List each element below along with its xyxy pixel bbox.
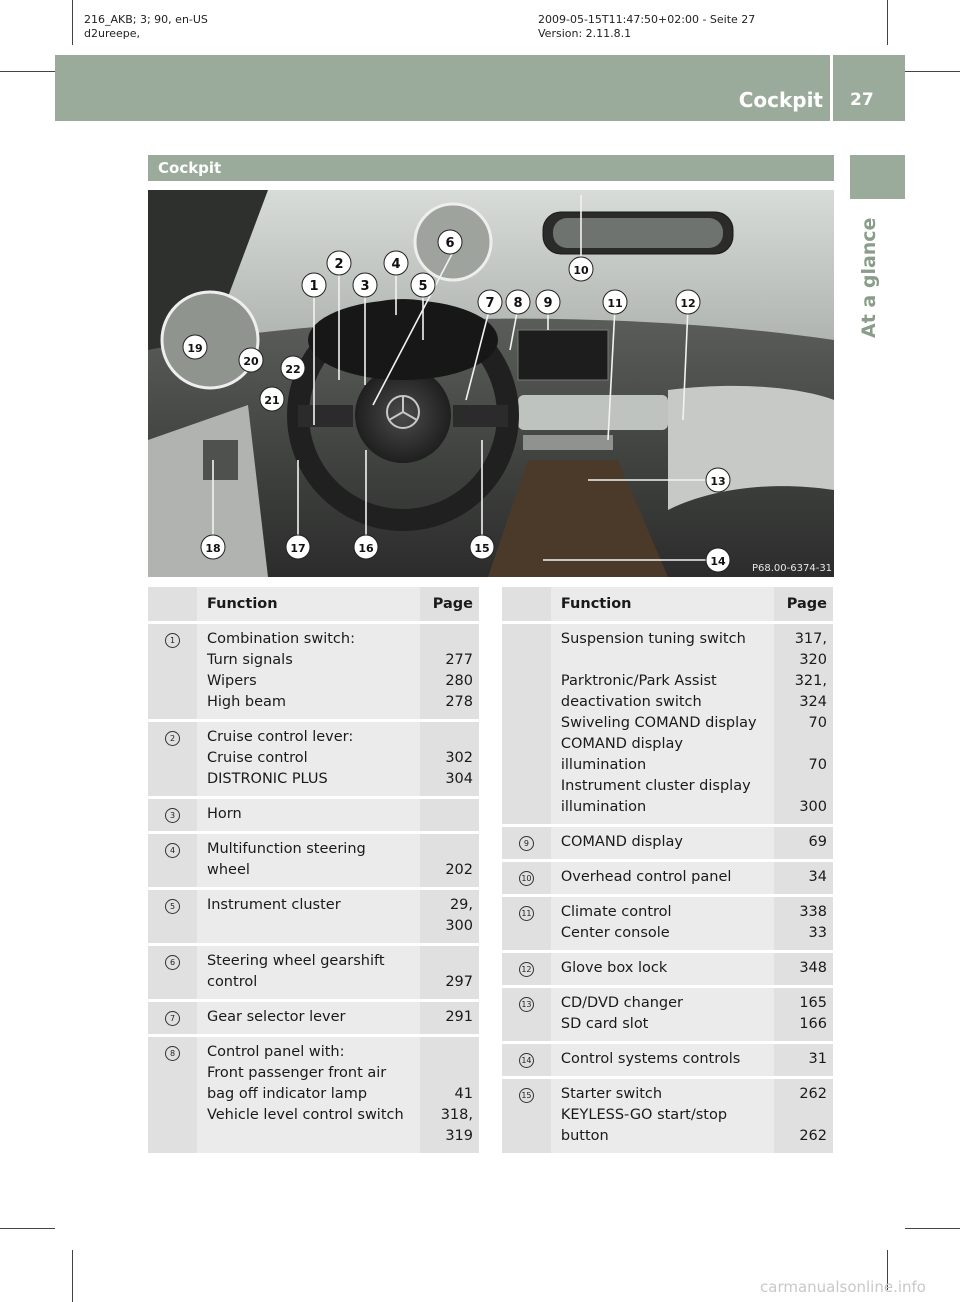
header-num-cell	[502, 587, 551, 621]
page-cell	[420, 1002, 479, 1034]
function-cell	[551, 897, 775, 950]
function-text: Starter switch	[560, 1086, 663, 1102]
page-ref	[420, 1063, 473, 1084]
page-number: 27	[850, 90, 874, 110]
svg-text:22: 22	[285, 363, 301, 376]
function-text: Climate control	[560, 904, 672, 920]
page-cell	[774, 988, 833, 1041]
svg-text:10: 10	[573, 264, 589, 277]
item-number-cell	[502, 624, 551, 824]
crop-mark	[887, 0, 888, 45]
svg-text:9: 9	[543, 296, 553, 311]
page-cell	[420, 624, 479, 719]
item-number-cell	[502, 862, 551, 894]
svg-text:13: 13	[710, 475, 726, 488]
svg-text:15: 15	[474, 542, 490, 555]
print-meta-left-1: 216_AKB; 3; 90, en-US	[84, 13, 208, 26]
wheel-spoke-right	[453, 405, 508, 427]
callout-6	[438, 230, 462, 254]
page-ref: 300	[799, 799, 827, 815]
svg-text:21: 21	[264, 394, 280, 407]
item-number-badge: 8	[165, 1046, 180, 1061]
function-text	[207, 1126, 420, 1147]
function-text: Swiveling COMAND display	[560, 715, 757, 731]
page-header	[55, 55, 905, 121]
svg-text:18: 18	[205, 542, 221, 555]
crop-mark	[72, 0, 73, 45]
page-ref: 321,	[794, 673, 827, 689]
page-ref: 280	[445, 673, 473, 689]
function-text: Suspension tuning switch	[560, 631, 746, 647]
crop-mark	[0, 1228, 55, 1229]
table-body-left	[148, 621, 479, 1153]
function-text: illumination	[560, 757, 647, 773]
function-cell	[197, 946, 420, 999]
callout-16	[354, 535, 378, 559]
item-number-badge: 3	[165, 808, 180, 823]
page-cell	[420, 1037, 479, 1153]
function-text: Vehicle level control switch	[206, 1107, 404, 1123]
header-title: Cockpit	[738, 88, 823, 112]
page-ref: 34	[808, 869, 827, 885]
crop-mark	[72, 1250, 73, 1302]
item-number-cell	[502, 988, 551, 1041]
callout-2	[327, 251, 351, 275]
function-text: Turn signals	[206, 652, 293, 668]
item-number-cell	[148, 799, 197, 831]
climate-control	[523, 435, 613, 450]
page-ref	[774, 776, 827, 797]
detail-circle-light-switch	[162, 292, 258, 388]
cockpit-photo	[148, 190, 834, 577]
page-ref: 277	[445, 652, 473, 668]
function-text: Steering wheel gearshift	[206, 953, 385, 969]
function-text: Wipers	[206, 673, 257, 689]
function-cell	[197, 624, 420, 719]
item-number-cell	[148, 624, 197, 719]
function-cell	[551, 1079, 775, 1153]
table-row	[502, 624, 833, 824]
item-number-cell	[148, 946, 197, 999]
page-cell	[774, 827, 833, 859]
function-cell	[197, 722, 420, 796]
callout-1	[302, 273, 326, 297]
page-ref: 262	[799, 1128, 827, 1144]
svg-text:7: 7	[485, 296, 495, 311]
svg-text:20: 20	[243, 355, 259, 368]
callout-14	[706, 548, 730, 572]
item-number-badge: 6	[165, 955, 180, 970]
page-ref: 166	[799, 1016, 827, 1032]
center-vents	[518, 395, 668, 430]
print-meta-right	[538, 13, 755, 41]
page-ref: 318,	[440, 1107, 473, 1123]
item-number-badge: 12	[519, 962, 534, 977]
item-number-cell	[148, 834, 197, 887]
function-text: Parktronic/Park Assist	[560, 673, 717, 689]
table-row	[148, 624, 479, 719]
svg-text:17: 17	[290, 542, 306, 555]
function-cell	[551, 862, 775, 894]
page-cell	[774, 1079, 833, 1153]
function-text: High beam	[206, 694, 287, 710]
svg-text:4: 4	[391, 257, 401, 272]
table-row	[502, 827, 833, 859]
item-number-cell	[148, 890, 197, 943]
page-ref: 165	[799, 995, 827, 1011]
page-ref: 70	[808, 757, 827, 773]
function-text: Horn	[206, 806, 242, 822]
function-text: Control systems controls	[560, 1051, 741, 1067]
page-ref: 319	[445, 1128, 473, 1144]
page-cell	[420, 722, 479, 796]
function-text: COMAND display	[560, 736, 683, 752]
svg-text:6: 6	[445, 236, 455, 251]
svg-text:1: 1	[309, 279, 319, 294]
callout-9	[536, 290, 560, 314]
page-ref	[420, 727, 473, 748]
function-text: Glove box lock	[560, 960, 668, 976]
page-ref: 302	[445, 750, 473, 766]
table-row	[502, 1044, 833, 1076]
page-ref: 320	[799, 652, 827, 668]
function-text: Front passenger front air	[206, 1065, 387, 1081]
page-ref: 202	[445, 862, 473, 878]
callout-10	[569, 257, 593, 281]
cockpit-illustration	[148, 190, 834, 577]
callout-12	[676, 290, 700, 314]
table-body-right	[502, 621, 833, 1153]
watermark: carmanualsonline.info	[760, 1278, 926, 1296]
page-ref	[420, 839, 473, 860]
print-meta-left-2: d2ureepe,	[84, 27, 141, 40]
header-page: Page	[774, 587, 833, 621]
item-number-badge: 11	[519, 906, 534, 921]
function-text: Instrument cluster display	[560, 778, 751, 794]
page-cell	[774, 1044, 833, 1076]
page-cell	[774, 862, 833, 894]
page-ref: 291	[445, 1009, 473, 1025]
table-row	[148, 890, 479, 943]
page-ref	[420, 629, 473, 650]
callout-3	[353, 273, 377, 297]
item-number-badge: 9	[519, 836, 534, 851]
page-ref: 278	[445, 694, 473, 710]
image-code: P68.00-6374-31	[752, 563, 833, 574]
function-cell	[551, 1044, 775, 1076]
callout-19	[183, 335, 207, 359]
table-row	[502, 988, 833, 1041]
page-ref	[420, 804, 473, 825]
svg-text:2: 2	[334, 257, 344, 272]
svg-text:3: 3	[360, 279, 370, 294]
function-table-left	[148, 587, 479, 1153]
callout-15	[470, 535, 494, 559]
function-text	[561, 650, 775, 671]
comand-display	[518, 330, 608, 380]
page-ref	[774, 1105, 827, 1126]
function-cell	[197, 890, 420, 943]
page-cell	[774, 624, 833, 824]
table-header-row	[148, 587, 479, 621]
callout-4	[384, 251, 408, 275]
item-number-badge: 1	[165, 633, 180, 648]
function-cell	[197, 1002, 420, 1034]
header-function: Function	[551, 587, 775, 621]
function-text: Instrument cluster	[206, 897, 341, 913]
page-ref	[420, 951, 473, 972]
function-text: control	[206, 974, 258, 990]
side-tab	[850, 155, 905, 199]
callout-8	[506, 290, 530, 314]
function-cell	[197, 799, 420, 831]
item-number-badge: 2	[165, 731, 180, 746]
table-row	[148, 722, 479, 796]
callout-22	[281, 356, 305, 380]
svg-text:16: 16	[358, 542, 374, 555]
function-text: Control panel with:	[206, 1044, 345, 1060]
item-number-cell	[148, 1002, 197, 1034]
table-row	[502, 862, 833, 894]
item-number-badge: 5	[165, 899, 180, 914]
function-text: deactivation switch	[560, 694, 702, 710]
table-row	[148, 834, 479, 887]
callout-7	[478, 290, 502, 314]
function-text: CD/DVD changer	[560, 995, 683, 1011]
header-num-cell	[148, 587, 197, 621]
svg-text:8: 8	[513, 296, 523, 311]
function-text	[207, 916, 420, 937]
item-number-cell	[502, 1044, 551, 1076]
function-text: DISTRONIC PLUS	[206, 771, 328, 787]
callout-13	[706, 468, 730, 492]
page-cell	[420, 946, 479, 999]
item-number-cell	[148, 1037, 197, 1153]
svg-text:5: 5	[418, 279, 428, 294]
page-cell	[420, 799, 479, 831]
page-ref: 324	[799, 694, 827, 710]
item-number-badge: 15	[519, 1088, 534, 1103]
table-row	[148, 946, 479, 999]
crop-mark	[905, 1228, 960, 1229]
item-number-cell	[502, 827, 551, 859]
function-text: Overhead control panel	[560, 869, 732, 885]
item-number-badge: 10	[519, 871, 534, 886]
crop-mark	[905, 71, 960, 72]
svg-text:14: 14	[710, 555, 726, 568]
callout-18	[201, 535, 225, 559]
function-text: COMAND display	[560, 834, 683, 850]
page-ref: 297	[445, 974, 473, 990]
callout-20	[239, 348, 263, 372]
callout-21	[260, 387, 284, 411]
function-text: illumination	[560, 799, 647, 815]
function-cell	[551, 624, 775, 824]
function-text: Center console	[560, 925, 670, 941]
page-ref: 29,	[449, 897, 473, 913]
page-ref: 33	[808, 925, 827, 941]
item-number-cell	[502, 953, 551, 985]
page-ref: 41	[454, 1086, 473, 1102]
function-cell	[551, 988, 775, 1041]
item-number-badge: 4	[165, 843, 180, 858]
page-ref: 304	[445, 771, 473, 787]
function-cell	[551, 827, 775, 859]
header-separator	[830, 55, 833, 121]
page-ref	[420, 1042, 473, 1063]
table-header-row	[502, 587, 833, 621]
instrument-cluster	[308, 300, 498, 380]
page-cell	[774, 953, 833, 985]
door-controls	[203, 440, 238, 480]
function-text: Cruise control	[206, 750, 308, 766]
page-ref: 262	[799, 1086, 827, 1102]
print-meta-left	[84, 13, 208, 41]
header-page: Page	[420, 587, 479, 621]
page-cell	[420, 834, 479, 887]
wheel-spoke-left	[298, 405, 353, 427]
function-cell	[197, 834, 420, 887]
function-text: button	[560, 1128, 609, 1144]
function-text: bag off indicator lamp	[206, 1086, 368, 1102]
table-row	[502, 897, 833, 950]
callout-17	[286, 535, 310, 559]
crop-mark	[0, 71, 55, 72]
function-cell	[197, 1037, 420, 1153]
function-table-right	[502, 587, 833, 1153]
steering-wheel-hub	[355, 367, 451, 463]
page-cell	[774, 897, 833, 950]
function-text: wheel	[206, 862, 250, 878]
svg-text:11: 11	[607, 297, 623, 310]
item-number-badge: 7	[165, 1011, 180, 1026]
page-ref: 338	[799, 904, 827, 920]
svg-text:19: 19	[187, 342, 203, 355]
page-ref: 31	[808, 1051, 827, 1067]
print-meta-right-2: Version: 2.11.8.1	[538, 27, 632, 40]
page-ref	[774, 734, 827, 755]
callout-5	[411, 273, 435, 297]
item-number-cell	[502, 897, 551, 950]
page-cell	[420, 890, 479, 943]
page-ref: 300	[445, 918, 473, 934]
item-number-cell	[148, 722, 197, 796]
mirror-glass	[553, 218, 723, 248]
table-row	[148, 1002, 479, 1034]
page-ref: 317,	[794, 631, 827, 647]
item-number-cell	[502, 1079, 551, 1153]
page-ref: 348	[799, 960, 827, 976]
function-text: Gear selector lever	[206, 1009, 346, 1025]
table-row	[148, 799, 479, 831]
page-ref: 70	[808, 715, 827, 731]
function-text: Cruise control lever:	[206, 729, 354, 745]
function-text: Combination switch:	[206, 631, 355, 647]
section-title: Cockpit	[148, 155, 834, 181]
function-text: SD card slot	[560, 1016, 649, 1032]
table-row	[502, 953, 833, 985]
print-meta-right-1: 2009-05-15T11:47:50+02:00 - Seite 27	[538, 13, 756, 26]
svg-text:12: 12	[680, 297, 696, 310]
function-text: KEYLESS-GO start/stop	[560, 1107, 728, 1123]
item-number-badge: 13	[519, 997, 534, 1012]
side-label-text: At a glance	[858, 217, 880, 338]
page-ref: 69	[808, 834, 827, 850]
table-row	[502, 1079, 833, 1153]
function-text: Multifunction steering	[206, 841, 366, 857]
table-row	[148, 1037, 479, 1153]
header-function: Function	[197, 587, 420, 621]
callout-11	[603, 290, 627, 314]
side-label	[846, 210, 906, 340]
item-number-badge: 14	[519, 1053, 534, 1068]
function-cell	[551, 953, 775, 985]
